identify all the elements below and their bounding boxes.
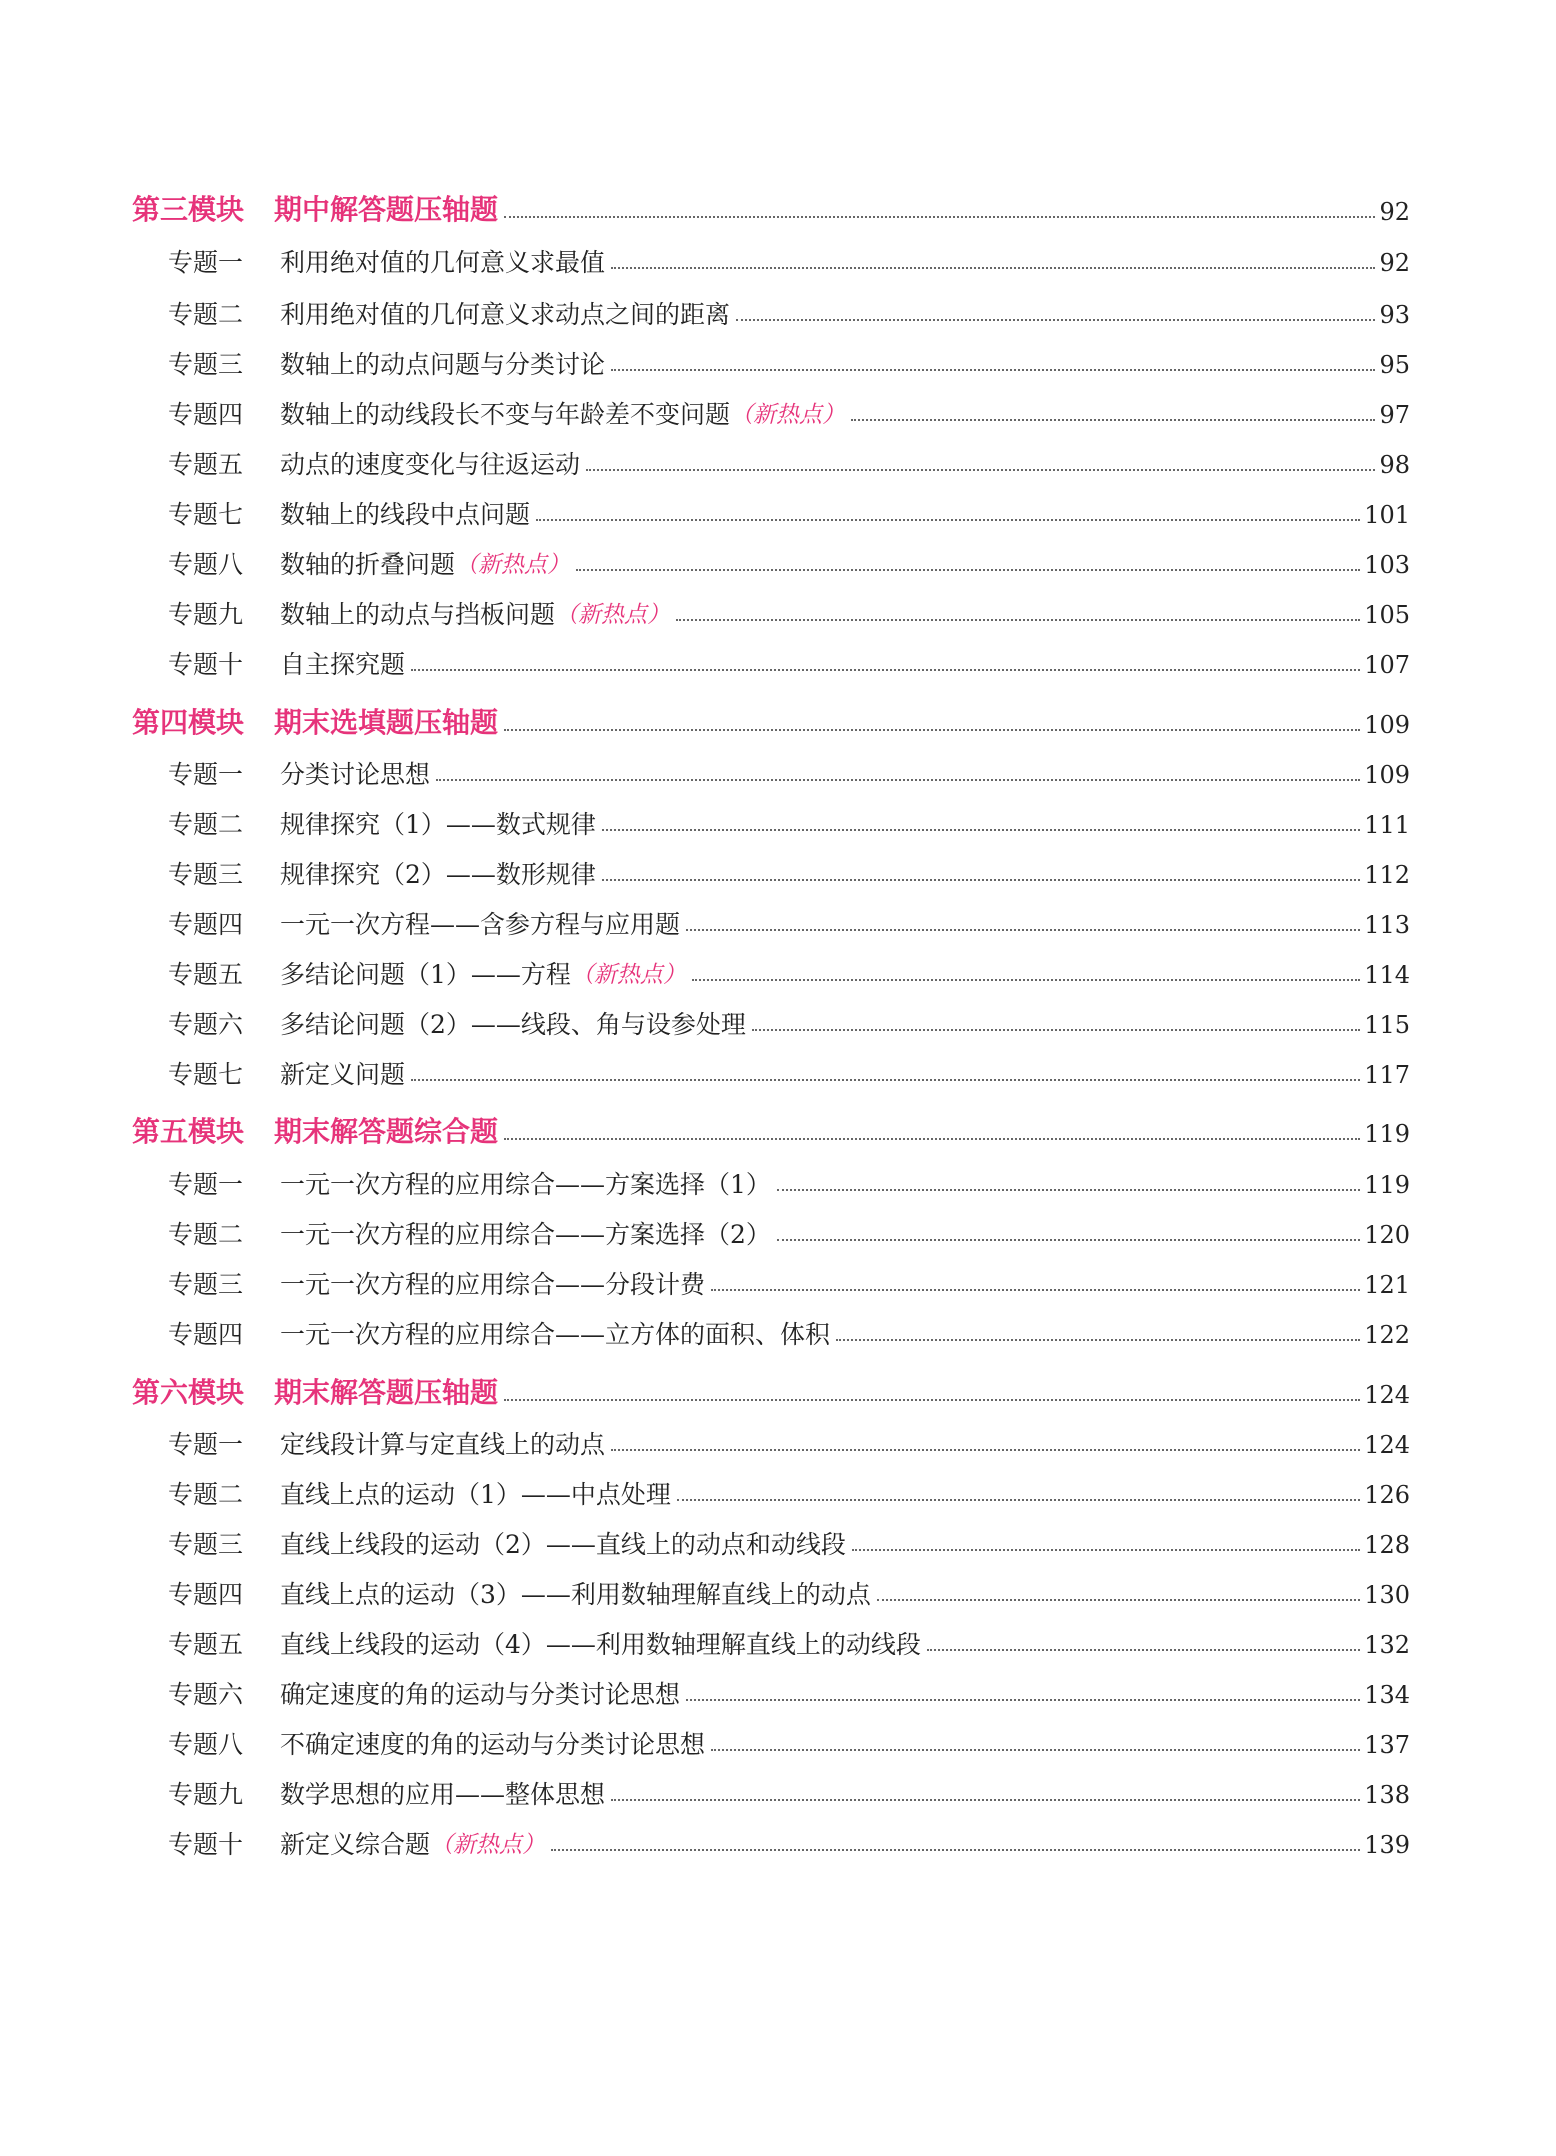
dot-leader xyxy=(411,669,1360,671)
toc-topic-entry xyxy=(168,1532,1410,1557)
dot-leader xyxy=(676,619,1360,621)
page-number: 111 xyxy=(1364,811,1410,839)
toc-topic-entry xyxy=(168,812,1410,837)
toc-topic-entry xyxy=(168,302,1410,327)
dot-leader xyxy=(602,829,1360,831)
topic-title: 利用绝对值的几何意义求动点之间的距离 xyxy=(280,300,731,329)
toc-module-entry xyxy=(132,193,1410,226)
topic-title: 数轴上的动点与挡板问题 xyxy=(280,600,556,629)
page-number: 119 xyxy=(1364,1171,1410,1199)
page-number: 130 xyxy=(1364,1581,1410,1609)
dot-leader xyxy=(836,1339,1360,1341)
dot-leader xyxy=(602,879,1360,881)
page-number: 119 xyxy=(1364,1120,1410,1148)
module-label: 第五模块 xyxy=(132,1115,245,1148)
dot-leader xyxy=(777,1239,1360,1241)
topic-label: 专题六 xyxy=(168,1680,244,1709)
topic-label: 专题一 xyxy=(168,248,244,277)
topic-label: 专题一 xyxy=(168,760,244,789)
toc-topic-entry xyxy=(168,1172,1410,1197)
topic-title: 一元一次方程——含参方程与应用题 xyxy=(280,910,681,939)
dot-leader xyxy=(777,1189,1360,1191)
page-number: 103 xyxy=(1364,551,1410,579)
dot-leader xyxy=(611,1449,1360,1451)
page-number: 134 xyxy=(1364,1681,1410,1709)
topic-label: 专题八 xyxy=(168,550,244,579)
page-number: 120 xyxy=(1364,1221,1410,1249)
module-label: 第六模块 xyxy=(132,1376,245,1409)
topic-title: 直线上点的运动（3）——利用数轴理解直线上的动点 xyxy=(280,1580,871,1609)
topic-title: 利用绝对值的几何意义求最值 xyxy=(280,248,606,277)
topic-title: 数轴上的动点问题与分类讨论 xyxy=(280,350,606,379)
dot-leader xyxy=(411,1079,1360,1081)
topic-label: 专题二 xyxy=(168,1480,244,1509)
topic-title: 自主探究题 xyxy=(280,650,406,679)
page-number: 107 xyxy=(1364,651,1410,679)
toc-topic-entry xyxy=(168,1482,1410,1507)
page-number: 122 xyxy=(1364,1321,1410,1349)
dot-leader xyxy=(504,1138,1360,1140)
toc-topic-entry xyxy=(168,962,1410,987)
topic-title: 数轴上的线段中点问题 xyxy=(280,500,531,529)
new-hotspot-tag: （新热点） xyxy=(430,1832,546,1858)
toc-topic-entry xyxy=(168,402,1410,427)
dot-leader xyxy=(686,929,1360,931)
toc-topic-entry xyxy=(168,1062,1410,1087)
dot-leader xyxy=(586,469,1375,471)
topic-title: 确定速度的角的运动与分类讨论思想 xyxy=(280,1680,681,1709)
page-number: 92 xyxy=(1379,198,1410,226)
topic-label: 专题三 xyxy=(168,350,244,379)
toc-module-entry xyxy=(132,1115,1410,1148)
dot-leader xyxy=(927,1649,1360,1651)
page-number: 128 xyxy=(1364,1531,1410,1559)
toc-topic-entry xyxy=(168,1832,1410,1857)
dot-leader xyxy=(677,1499,1360,1501)
topic-label: 专题四 xyxy=(168,1320,244,1349)
topic-label: 专题九 xyxy=(168,1780,244,1809)
topic-title: 数轴的折叠问题 xyxy=(280,550,456,579)
module-title: 期末解答题压轴题 xyxy=(274,1376,499,1409)
topic-label: 专题七 xyxy=(168,500,244,529)
dot-leader xyxy=(736,319,1375,321)
new-hotspot-tag: （新热点） xyxy=(455,552,571,578)
dot-leader xyxy=(551,1849,1360,1851)
topic-label: 专题一 xyxy=(168,1430,244,1459)
page-number: 95 xyxy=(1379,351,1410,379)
toc-topic-entry xyxy=(168,762,1410,787)
page-number: 126 xyxy=(1364,1481,1410,1509)
module-title: 期中解答题压轴题 xyxy=(274,193,499,226)
topic-label: 专题五 xyxy=(168,450,244,479)
topic-label: 专题四 xyxy=(168,400,244,429)
dot-leader xyxy=(711,1749,1360,1751)
dot-leader xyxy=(877,1599,1360,1601)
dot-leader xyxy=(752,1029,1360,1031)
page-number: 109 xyxy=(1364,761,1410,789)
page-number: 105 xyxy=(1364,601,1410,629)
topic-title: 一元一次方程的应用综合——立方体的面积、体积 xyxy=(280,1320,831,1349)
page-number: 112 xyxy=(1364,861,1410,889)
page-number: 113 xyxy=(1364,911,1410,939)
dot-leader xyxy=(504,729,1360,731)
dot-leader xyxy=(851,419,1375,421)
topic-label: 专题十 xyxy=(168,650,244,679)
dot-leader xyxy=(611,267,1375,269)
topic-title: 新定义综合题 xyxy=(280,1830,431,1859)
new-hotspot-tag: （新热点） xyxy=(555,602,671,628)
topic-label: 专题一 xyxy=(168,1170,244,1199)
topic-label: 专题九 xyxy=(168,600,244,629)
toc-topic-entry xyxy=(168,1682,1410,1707)
topic-title: 直线上点的运动（1）——中点处理 xyxy=(280,1480,671,1509)
dot-leader xyxy=(711,1289,1360,1291)
topic-title: 一元一次方程的应用综合——分段计费 xyxy=(280,1270,706,1299)
topic-title: 一元一次方程的应用综合——方案选择（1） xyxy=(280,1170,771,1199)
dot-leader xyxy=(686,1699,1360,1701)
topic-title: 不确定速度的角的运动与分类讨论思想 xyxy=(280,1730,706,1759)
toc-topic-entry xyxy=(168,1732,1410,1757)
topic-label: 专题三 xyxy=(168,1530,244,1559)
topic-label: 专题五 xyxy=(168,1630,244,1659)
toc-topic-entry xyxy=(168,1432,1410,1457)
toc-topic-entry xyxy=(168,912,1410,937)
toc-topic-entry xyxy=(168,502,1410,527)
topic-label: 专题三 xyxy=(168,1270,244,1299)
toc-module-entry xyxy=(132,706,1410,739)
topic-label: 专题八 xyxy=(168,1730,244,1759)
toc-topic-entry xyxy=(168,862,1410,887)
toc-topic-entry xyxy=(168,352,1410,377)
topic-title: 规律探究（1）——数式规律 xyxy=(280,810,596,839)
toc-topic-entry xyxy=(168,1272,1410,1297)
topic-label: 专题五 xyxy=(168,960,244,989)
toc-topic-entry xyxy=(168,250,1410,275)
toc-topic-entry xyxy=(168,1222,1410,1247)
topic-label: 专题二 xyxy=(168,300,244,329)
page-number: 93 xyxy=(1379,301,1410,329)
module-label: 第三模块 xyxy=(132,193,245,226)
topic-title: 多结论问题（2）——线段、角与设参处理 xyxy=(280,1010,746,1039)
topic-title: 直线上线段的运动（4）——利用数轴理解直线上的动线段 xyxy=(280,1630,921,1659)
page-number: 121 xyxy=(1364,1271,1410,1299)
topic-label: 专题二 xyxy=(168,810,244,839)
topic-title: 多结论问题（1）——方程 xyxy=(280,960,571,989)
topic-title: 新定义问题 xyxy=(280,1060,406,1089)
topic-title: 动点的速度变化与往返运动 xyxy=(280,450,581,479)
page-number: 98 xyxy=(1379,451,1410,479)
page-number: 114 xyxy=(1364,961,1410,989)
topic-title: 直线上线段的运动（2）——直线上的动点和动线段 xyxy=(280,1530,846,1559)
page-number: 124 xyxy=(1364,1381,1410,1409)
module-label: 第四模块 xyxy=(132,706,245,739)
topic-label: 专题四 xyxy=(168,1580,244,1609)
topic-title: 一元一次方程的应用综合——方案选择（2） xyxy=(280,1220,771,1249)
topic-label: 专题四 xyxy=(168,910,244,939)
topic-title: 规律探究（2）——数形规律 xyxy=(280,860,596,889)
page-number: 117 xyxy=(1364,1061,1410,1089)
topic-title: 数轴上的动线段长不变与年龄差不变问题 xyxy=(280,400,731,429)
new-hotspot-tag: （新热点） xyxy=(730,402,846,428)
topic-label: 专题三 xyxy=(168,860,244,889)
page-number: 109 xyxy=(1364,711,1410,739)
module-title: 期末选填题压轴题 xyxy=(274,706,499,739)
dot-leader xyxy=(504,1399,1360,1401)
dot-leader xyxy=(611,1799,1360,1801)
page-number: 137 xyxy=(1364,1731,1410,1759)
new-hotspot-tag: （新热点） xyxy=(570,962,686,988)
dot-leader xyxy=(692,979,1360,981)
toc-topic-entry xyxy=(168,1782,1410,1807)
dot-leader xyxy=(576,569,1360,571)
page-number: 124 xyxy=(1364,1431,1410,1459)
toc-topic-entry xyxy=(168,1632,1410,1657)
module-title: 期末解答题综合题 xyxy=(274,1115,499,1148)
toc-topic-entry xyxy=(168,1582,1410,1607)
toc-topic-entry xyxy=(168,552,1410,577)
dot-leader xyxy=(536,519,1360,521)
dot-leader xyxy=(611,369,1375,371)
dot-leader xyxy=(436,779,1360,781)
toc-topic-entry xyxy=(168,602,1410,627)
toc-topic-entry xyxy=(168,452,1410,477)
topic-label: 专题七 xyxy=(168,1060,244,1089)
toc-topic-entry xyxy=(168,1322,1410,1347)
topic-title: 定线段计算与定直线上的动点 xyxy=(280,1430,606,1459)
page-number: 139 xyxy=(1364,1831,1410,1859)
toc-topic-entry xyxy=(168,1012,1410,1037)
page-number: 92 xyxy=(1379,249,1410,277)
toc-module-entry xyxy=(132,1376,1410,1409)
dot-leader xyxy=(504,216,1375,218)
page-number: 132 xyxy=(1364,1631,1410,1659)
topic-title: 数学思想的应用——整体思想 xyxy=(280,1780,606,1809)
topic-label: 专题六 xyxy=(168,1010,244,1039)
topic-label: 专题二 xyxy=(168,1220,244,1249)
topic-label: 专题十 xyxy=(168,1830,244,1859)
page-number: 138 xyxy=(1364,1781,1410,1809)
topic-title: 分类讨论思想 xyxy=(280,760,431,789)
page-number: 101 xyxy=(1364,501,1410,529)
dot-leader xyxy=(852,1549,1360,1551)
page-number: 97 xyxy=(1379,401,1410,429)
toc-topic-entry xyxy=(168,652,1410,677)
page-number: 115 xyxy=(1364,1011,1410,1039)
